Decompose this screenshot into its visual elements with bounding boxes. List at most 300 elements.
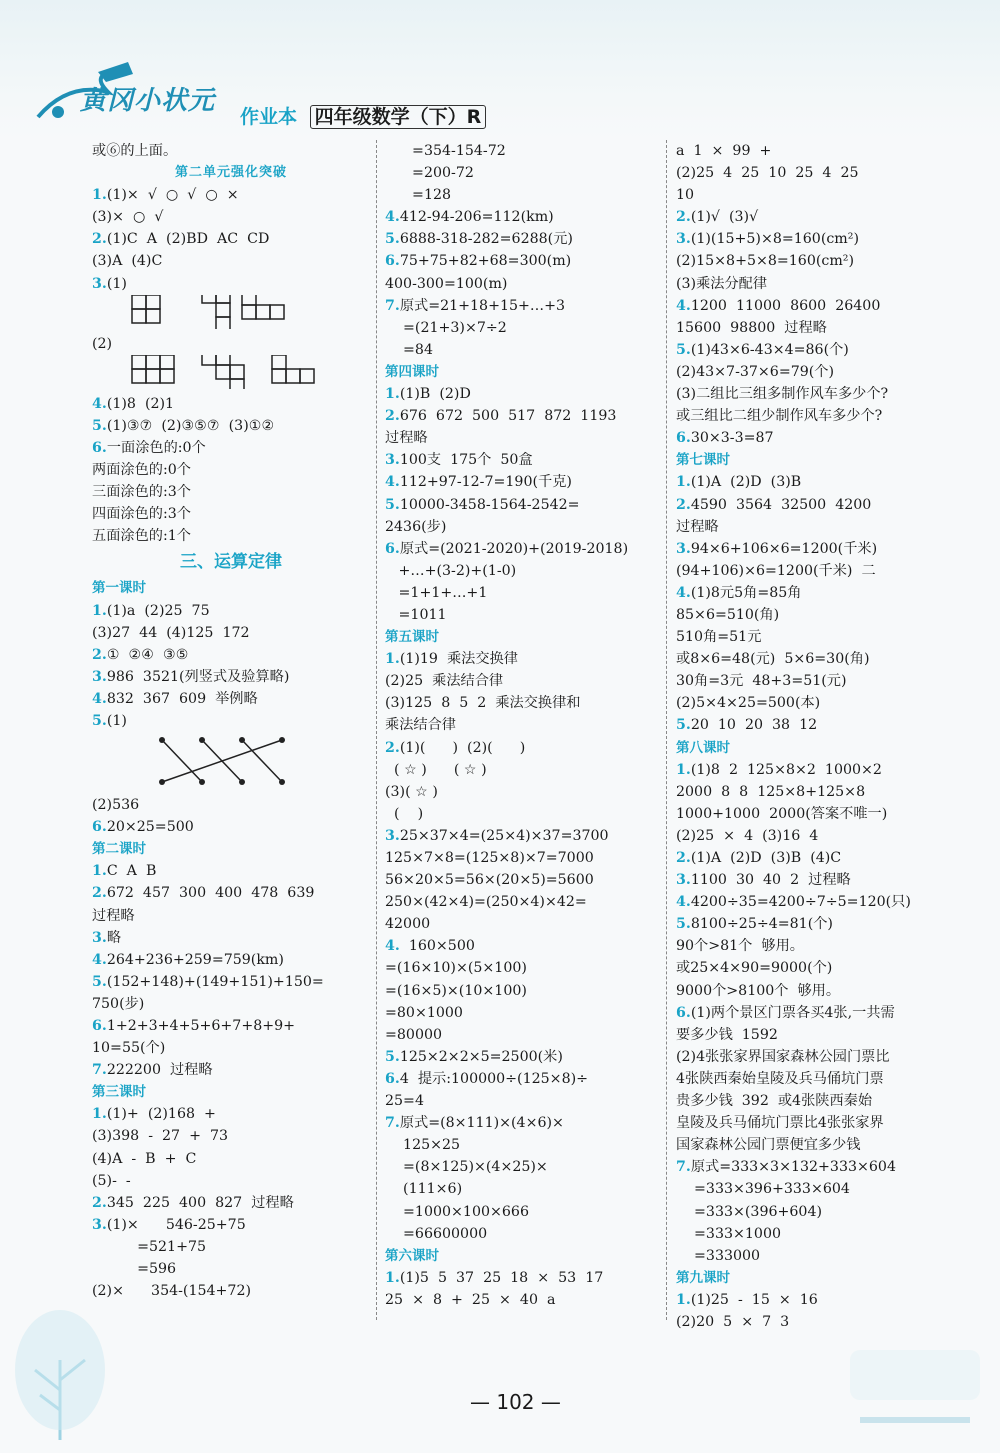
watermark-logo-icon	[840, 1330, 990, 1440]
answer-line	[385, 471, 657, 493]
answer-line	[92, 481, 370, 503]
answer-line	[676, 913, 956, 935]
answer-text: =333×(396+604)	[676, 1203, 823, 1220]
answer-text: =333×396+333×604	[676, 1181, 850, 1198]
answer-text: =(21+3)×7÷2	[385, 319, 507, 336]
answer-line	[92, 1125, 370, 1147]
answer-text: =66600000	[385, 1225, 488, 1242]
answer-text: 或8×6=48(元) 5×6=30(角)	[676, 651, 870, 668]
answer-text: (1)43×6-43×4=86(个)	[690, 341, 849, 358]
answer-line	[385, 913, 657, 935]
answer-line	[92, 794, 370, 816]
answer-text: =596	[92, 1261, 177, 1278]
answer-text: 或25×4×90=9000(个)	[676, 960, 833, 977]
answer-line	[676, 1201, 956, 1223]
question-number: 5.	[92, 973, 107, 990]
answer-line	[92, 949, 370, 971]
answer-line	[385, 162, 657, 184]
answer-text: 125×2×2×5=2500(米)	[399, 1048, 563, 1065]
answer-line	[676, 383, 956, 405]
answer-text: 94×6+106×6=1200(千米)	[690, 540, 878, 557]
answer-text: 250×(42×4)=(250×4)×42=	[385, 894, 587, 911]
answer-line	[385, 250, 657, 272]
answer-text: 85×6=510(角)	[676, 606, 780, 623]
answer-line	[676, 692, 956, 714]
question-number: 2.	[92, 646, 107, 663]
answer-line	[385, 184, 657, 206]
answer-line	[676, 494, 956, 516]
answer-line	[92, 250, 370, 272]
question-number: 5.	[676, 916, 691, 933]
answer-line	[92, 1103, 370, 1125]
answer-text: 第二单元强化突破	[174, 165, 287, 181]
question-number: 4.	[385, 938, 400, 955]
answer-line	[676, 339, 956, 361]
question-number: 6.	[92, 819, 107, 836]
question-number: 7.	[92, 1062, 107, 1079]
answer-line	[385, 1090, 657, 1112]
answer-text: 676 672 500 517 872 1193	[399, 408, 617, 425]
answer-text: (2)	[92, 335, 113, 352]
tree-decoration-icon	[0, 1300, 160, 1450]
answer-line	[385, 781, 657, 803]
answer-text: 56×20×5=56×(20×5)=5600	[385, 872, 594, 889]
answer-text: =128	[385, 187, 452, 204]
answer-text: 第三课时	[92, 1084, 146, 1101]
answer-line	[385, 427, 657, 449]
answer-text: 10000-3458-1564-2542=	[399, 496, 580, 513]
answer-line	[676, 626, 956, 648]
question-number: 1.	[92, 187, 107, 204]
answer-line	[676, 803, 956, 825]
answer-line	[385, 847, 657, 869]
grade-label: 四年级数学（下）R	[310, 105, 487, 129]
answer-line	[92, 1170, 370, 1192]
answer-text: (2)20 5 × 7 3	[676, 1313, 790, 1330]
question-number: 7.	[676, 1159, 691, 1176]
answer-text: (1)	[106, 712, 127, 729]
answer-text: 2436(步)	[385, 518, 447, 535]
answer-text: 832 367 609 举例略	[106, 690, 258, 707]
answer-text: (2)15×8+5×8=160(cm²)	[676, 253, 855, 270]
answer-line	[92, 333, 370, 355]
answer-line	[385, 516, 657, 538]
question-number: 5.	[385, 496, 400, 513]
question-number: 2.	[385, 739, 400, 756]
answer-line	[676, 538, 956, 560]
answer-line	[92, 927, 370, 949]
answer-text: 30×3-3=87	[690, 430, 774, 447]
lesson-heading	[385, 1245, 657, 1267]
figure	[92, 732, 370, 794]
answer-column-2	[385, 140, 657, 1311]
answer-line	[676, 361, 956, 383]
answer-column-3	[676, 140, 956, 1333]
answer-text: 皇陵及兵马俑坑门票比4张张家界	[676, 1115, 884, 1132]
answer-line	[92, 666, 370, 688]
answer-line	[676, 869, 956, 891]
answer-text: 第五课时	[385, 629, 439, 646]
answer-line	[676, 405, 956, 427]
answer-text: 25×37×4=(25×4)×37=3700	[399, 827, 609, 844]
lesson-heading	[385, 361, 657, 383]
answer-line	[92, 459, 370, 481]
figure	[92, 295, 370, 333]
question-number: 4.	[676, 584, 691, 601]
answer-line	[385, 538, 657, 560]
answer-text: (152+148)+(149+151)+150=	[106, 973, 324, 990]
answer-line	[385, 1068, 657, 1090]
question-number: 3.	[92, 1216, 107, 1233]
answer-line	[676, 162, 956, 184]
answer-line	[676, 1046, 956, 1068]
answer-text: =200-72	[385, 165, 474, 182]
lesson-heading	[92, 577, 370, 599]
answer-line	[92, 1214, 370, 1236]
net-figure-icon	[92, 295, 352, 329]
answer-text: (1)两个景区门票各买4张,一共需	[690, 1004, 895, 1021]
answer-line	[676, 471, 956, 493]
answer-text: (1)C A (2)BD AC CD	[106, 231, 270, 248]
question-number: 2.	[92, 885, 107, 902]
answer-line	[385, 1134, 657, 1156]
question-number: 2.	[385, 408, 400, 425]
answer-text: 160×500	[399, 938, 475, 955]
column-divider	[666, 140, 667, 1320]
answer-text: (1)5 5 37 25 18 × 53 17	[399, 1269, 604, 1286]
answer-line	[92, 1236, 370, 1258]
answer-text: (1)√ (3)√	[690, 209, 759, 226]
answer-line	[676, 184, 956, 206]
answer-text: 20×25=500	[106, 819, 194, 836]
answer-line	[676, 1156, 956, 1178]
answer-text: 510角=51元	[676, 629, 762, 646]
answer-line	[385, 1002, 657, 1024]
lesson-heading	[92, 1081, 370, 1103]
answer-text: 112+97-12-7=190(千克)	[399, 474, 572, 491]
answer-line	[385, 737, 657, 759]
answer-text: +…+(3-2)+(1-0)	[385, 562, 517, 579]
question-number: 5.	[385, 231, 400, 248]
answer-line	[385, 1223, 657, 1245]
answer-text: 四面涂色的:3个	[92, 506, 191, 523]
answer-text: 8100÷25÷4=81(个)	[690, 916, 833, 933]
answer-text: 第七课时	[676, 452, 730, 469]
question-number: 1.	[92, 863, 107, 880]
answer-line	[385, 560, 657, 582]
answer-line	[676, 1090, 956, 1112]
answer-text: (3)27 44 (4)125 172	[92, 624, 250, 641]
question-number: 6.	[385, 540, 400, 557]
answer-text: 第一课时	[92, 580, 146, 597]
question-number: 2.	[676, 850, 691, 866]
question-number: 3.	[676, 540, 691, 557]
question-number: 3.	[385, 827, 400, 844]
question-number: 7.	[385, 1115, 400, 1132]
figure	[92, 355, 370, 393]
answer-text: =84	[385, 341, 433, 358]
answer-text: 4张陕西秦始皇陵及兵马俑坑门票	[676, 1070, 884, 1087]
question-number: 5.	[385, 1048, 400, 1065]
answer-line	[385, 449, 657, 471]
answer-line	[676, 516, 956, 538]
answer-text: (1)8 2 125×8×2 1000×2	[690, 761, 882, 778]
answer-text: (3)二组比三组多制作风车多少个?	[676, 386, 889, 403]
answer-line	[92, 688, 370, 710]
answer-text: 672 457 300 400 478 639	[106, 885, 315, 902]
answer-line	[676, 1002, 956, 1024]
answer-line	[385, 957, 657, 979]
answer-text: (2)× 354-(154+72)	[92, 1283, 252, 1300]
question-number: 5.	[676, 717, 691, 734]
net-figure-icon	[92, 355, 352, 389]
answer-line	[676, 604, 956, 626]
question-number: 3.	[385, 452, 400, 469]
answer-text: 9000个>8100个 够用。	[676, 982, 841, 999]
answer-text: 30角=3元 48+3=51(元)	[676, 673, 847, 690]
lesson-heading	[676, 737, 956, 759]
question-number: 6.	[385, 253, 400, 270]
question-number: 3.	[92, 275, 107, 292]
answer-line	[676, 759, 956, 781]
page-number-value: 102	[496, 1390, 535, 1414]
lesson-heading	[676, 1267, 956, 1289]
answer-text: (1)③⑦ (2)③⑤⑦ (3)①②	[106, 417, 275, 434]
answer-line	[385, 1024, 657, 1046]
answer-text: 125×7×8=(125×8)×7=7000	[385, 850, 594, 866]
answer-line	[385, 980, 657, 1002]
question-number: 4.	[385, 209, 400, 226]
answer-line	[92, 1015, 370, 1037]
answer-text: (2)25 × 4 (3)16 4	[676, 827, 819, 844]
answer-text: (1)a (2)25 75	[106, 602, 210, 619]
answer-line	[92, 1059, 370, 1081]
answer-text: (2)536	[92, 797, 140, 814]
answer-line	[385, 405, 657, 427]
question-number: 6.	[385, 1070, 400, 1087]
answer-text: 第八课时	[676, 739, 730, 756]
answer-text: 400-300=100(m)	[385, 275, 508, 292]
question-number: 6.	[92, 439, 107, 456]
answer-text: 4590 3564 32500 4200	[690, 496, 872, 513]
answer-text: 第二课时	[92, 841, 146, 858]
answer-line	[676, 228, 956, 250]
answer-text: 264+236+259=759(km)	[106, 951, 284, 968]
answer-text: (4)A - B + C	[92, 1150, 197, 1167]
answer-line	[92, 600, 370, 622]
answer-text: =354-154-72	[385, 143, 506, 159]
page-header	[0, 0, 1000, 140]
answer-line	[676, 891, 956, 913]
answer-text: 412-94-206=112(km)	[399, 209, 554, 226]
answer-text: 第四课时	[385, 363, 439, 380]
answer-text: 过程略	[385, 430, 428, 447]
question-number: 2.	[92, 1194, 107, 1211]
question-number: 3.	[676, 872, 691, 889]
answer-text: 20 10 20 38 12	[690, 717, 818, 734]
answer-line	[676, 670, 956, 692]
answer-line	[385, 692, 657, 714]
lesson-heading	[676, 449, 956, 471]
answer-text: 三、运算定律	[180, 552, 282, 573]
answer-text: (1)8元5角=85角	[690, 584, 802, 601]
answer-text: 原式=333×3×132+333×604	[690, 1159, 896, 1176]
answer-text: 25 × 8 + 25 × 40 a	[385, 1291, 556, 1308]
answer-line	[676, 1068, 956, 1090]
answer-line	[92, 206, 370, 228]
answer-text: 1000+1000 2000(答案不唯一)	[676, 805, 888, 822]
answer-text: (3)398 - 27 + 73	[92, 1128, 229, 1145]
answer-text: 125×25	[385, 1137, 461, 1154]
question-number: 2.	[676, 496, 691, 513]
answer-text: 两面涂色的:0个	[92, 462, 191, 479]
answer-line	[92, 503, 370, 525]
answer-line	[385, 803, 657, 825]
answer-text: 10=55(个)	[92, 1040, 166, 1057]
question-number: 3.	[92, 929, 107, 946]
answer-line	[676, 140, 956, 162]
answer-line	[385, 228, 657, 250]
answer-text: 25=4	[385, 1093, 424, 1110]
answer-line	[385, 273, 657, 295]
answer-line	[385, 1267, 657, 1289]
answer-text: (3)A (4)C	[92, 253, 163, 270]
answer-line	[676, 847, 956, 869]
answer-line	[676, 560, 956, 582]
answer-line	[92, 1280, 370, 1302]
question-number: 5.	[676, 341, 691, 358]
answer-text: (1)× √ ○ √ ○ ×	[106, 187, 239, 204]
answer-text: 贵多少钱 392 或4张陕西秦始	[676, 1093, 873, 1110]
answer-text: 345 225 400 827 过程略	[106, 1194, 294, 1211]
answer-line	[676, 1223, 956, 1245]
answer-line	[676, 935, 956, 957]
answer-text: (1)A (2)D (3)B (4)C	[690, 850, 842, 866]
answer-text: 1200 11000 8600 26400	[690, 297, 881, 314]
answer-line	[92, 644, 370, 666]
answer-text: (2)25 乘法结合律	[385, 673, 504, 690]
answer-text: 42000	[385, 916, 431, 933]
answer-text: (1)A (2)D (3)B	[690, 474, 802, 491]
answer-line	[385, 825, 657, 847]
answer-text: (3)× ○ √	[92, 209, 164, 226]
answer-line	[676, 825, 956, 847]
answer-text: (2)5×4×25=500(本)	[676, 695, 821, 712]
answer-text: =(16×10)×(5×100)	[385, 960, 527, 977]
question-number: 1.	[676, 1291, 691, 1308]
answer-line	[385, 140, 657, 162]
answer-text: 或⑥的上面。	[92, 143, 178, 159]
answer-text: (1)8 (2)1	[106, 395, 175, 412]
answer-text: =80×1000	[385, 1004, 463, 1021]
question-number: 6.	[676, 430, 691, 447]
answer-line	[676, 957, 956, 979]
answer-line	[676, 295, 956, 317]
question-number: 4.	[676, 894, 691, 911]
lesson-heading	[385, 626, 657, 648]
answer-line	[385, 648, 657, 670]
answer-text: 90个>81个 够用。	[676, 938, 804, 955]
answer-text: ① ②④ ③⑤	[106, 646, 189, 663]
question-number: 4.	[92, 395, 107, 412]
answer-line	[676, 1178, 956, 1200]
answer-line	[385, 1156, 657, 1178]
answer-text: =(16×5)×(10×100)	[385, 982, 527, 999]
answer-text: =(8×125)×(4×25)×	[385, 1159, 548, 1176]
answer-line	[676, 427, 956, 449]
answer-text: (111×6)	[385, 1181, 463, 1198]
answer-line	[92, 184, 370, 206]
answer-line	[676, 648, 956, 670]
answer-line	[676, 1024, 956, 1046]
answer-line	[676, 582, 956, 604]
answer-text: a 1 × 99 +	[676, 143, 772, 159]
page-number: — 102 —	[470, 1390, 561, 1414]
answer-line	[676, 1112, 956, 1134]
answer-line	[385, 935, 657, 957]
answer-text: 1100 30 40 2 过程略	[690, 872, 851, 889]
answer-line	[385, 295, 657, 317]
answer-text: 75+75+82+68=300(m)	[399, 253, 572, 270]
answer-text: 过程略	[92, 907, 135, 924]
answer-text: (3)( ☆ )	[385, 783, 438, 800]
answer-text: 过程略	[676, 518, 719, 535]
question-number: 1.	[92, 602, 107, 619]
answer-text: =1+1+…+1	[385, 584, 488, 601]
answer-text: 略	[106, 929, 122, 946]
answer-text: =1011	[385, 606, 447, 623]
answer-column-1	[92, 140, 370, 1302]
answer-line	[385, 1046, 657, 1068]
answer-line	[385, 317, 657, 339]
question-number: 1.	[92, 1106, 107, 1123]
answer-line	[676, 714, 956, 736]
answer-text: 原式=(2021-2020)+(2019-2018)	[399, 540, 629, 557]
answer-line	[92, 882, 370, 904]
answer-text: 2000 8 8 125×8+125×8	[676, 783, 866, 800]
answer-text: 国家森林公园门票便宜多少钱	[676, 1137, 861, 1154]
answer-text: 4 提示:100000÷(125×8)÷	[399, 1070, 589, 1087]
answer-line	[676, 250, 956, 272]
unit-heading	[92, 162, 370, 184]
answer-line	[385, 869, 657, 891]
answer-line	[92, 525, 370, 547]
column-divider	[376, 140, 377, 1320]
answer-text: 1+2+3+4+5+6+7+8+9+	[106, 1018, 296, 1034]
answer-text: 100支 175个 50盒	[399, 452, 533, 469]
answer-line	[92, 1192, 370, 1214]
answer-line	[92, 393, 370, 415]
answer-text: (1)( ) (2)( )	[399, 739, 526, 756]
answer-line	[92, 971, 370, 993]
answer-text: (1)19 乘法交换律	[399, 651, 518, 668]
answer-text: 750(步)	[92, 995, 145, 1012]
answer-line	[385, 759, 657, 781]
question-number: 4.	[385, 474, 400, 491]
answer-text: (3)乘法分配律	[676, 275, 768, 292]
answer-line	[92, 415, 370, 437]
answer-text: (2)25 4 25 10 25 4 25	[676, 165, 859, 182]
question-number: 3.	[92, 668, 107, 685]
answer-text: 986 3521(列竖式及验算略)	[106, 668, 290, 685]
answer-line	[92, 905, 370, 927]
answer-line	[385, 670, 657, 692]
answer-line	[92, 710, 370, 732]
answer-text: 第九课时	[676, 1269, 730, 1286]
answer-line	[92, 273, 370, 295]
answer-text: (2)4张张家界国家森林公园门票比	[676, 1048, 890, 1065]
answer-line	[92, 1037, 370, 1059]
